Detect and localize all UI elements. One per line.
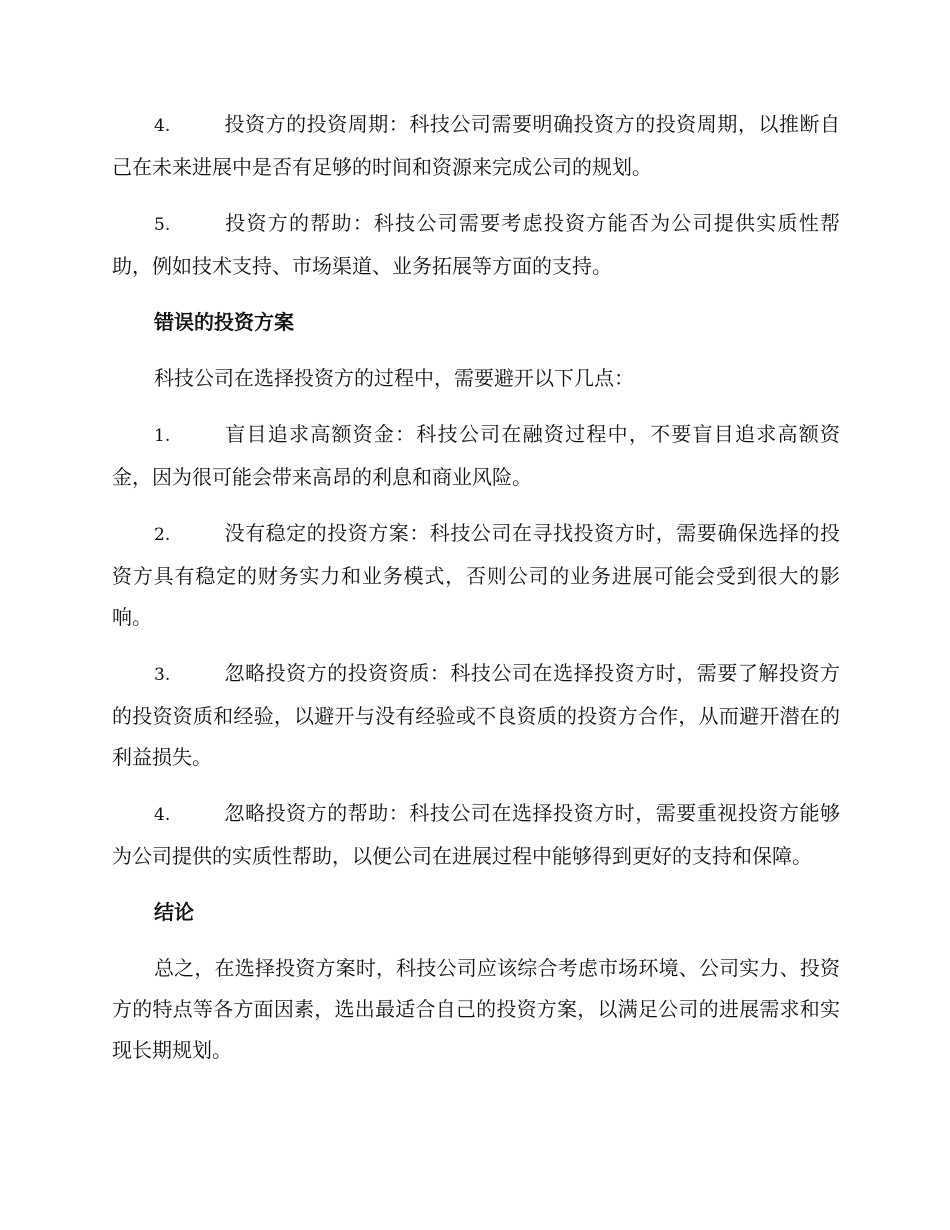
list-number: 5. (154, 215, 171, 235)
list-number: 4. (154, 116, 171, 136)
list-number: 1. (154, 426, 171, 446)
list-number: 4. (154, 805, 171, 825)
list-item-investor-help (112, 203, 840, 287)
section-heading-wrong-plans: 错误的投资方案 (154, 310, 294, 334)
list-item-text: 忽略投资方的投资资质：科技公司在选择投资方时，需要了解投资方的投资资质和经验，以避开与没有经验或不良资质的投资方合作，从而避开潜在的利益损失。 (112, 661, 840, 769)
list-item-ignore-help (112, 793, 840, 877)
list-number: 3. (154, 665, 171, 685)
list-item-unstable-plan (112, 513, 840, 638)
list-item-text: 盲目追求高额资金：科技公司在融资过程中，不要盲目追求高额资金，因为很可能会带来高昂的利息和商业风险。 (112, 422, 840, 489)
list-item-ignore-qualification (112, 653, 840, 778)
document-page (112, 104, 840, 1086)
section-heading-conclusion: 结论 (154, 900, 194, 924)
list-item-high-funding (112, 414, 840, 498)
conclusion-paragraph: 总之，在选择投资方案时，科技公司应该综合考虑市场环境、公司实力、投资方的特点等各方面因素，选出最适合自己的投资方案，以满足公司的进展需求和实现长期规划。 (112, 956, 840, 1062)
list-item-text: 投资方的投资周期：科技公司需要明确投资方的投资周期，以推断自己在未来进展中是否有足够的时间和资源来完成公司的规划。 (112, 112, 840, 179)
list-item-investment-period (112, 104, 840, 188)
section-intro: 科技公司在选择投资方的过程中，需要避开以下几点： (154, 366, 634, 390)
list-item-text: 没有稳定的投资方案：科技公司在寻找投资方时，需要确保选择的投资方具有稳定的财务实力和业务模式，否则公司的业务进展可能会受到很大的影响。 (112, 521, 840, 629)
list-item-text: 忽略投资方的帮助：科技公司在选择投资方时，需要重视投资方能够为公司提供的实质性帮助，以便公司在进展过程中能够得到更好的支持和保障。 (112, 801, 840, 868)
list-number: 2. (154, 525, 171, 545)
list-item-text: 投资方的帮助：科技公司需要考虑投资方能否为公司提供实质性帮助，例如技术支持、市场渠道、业务拓展等方面的支持。 (112, 211, 840, 278)
